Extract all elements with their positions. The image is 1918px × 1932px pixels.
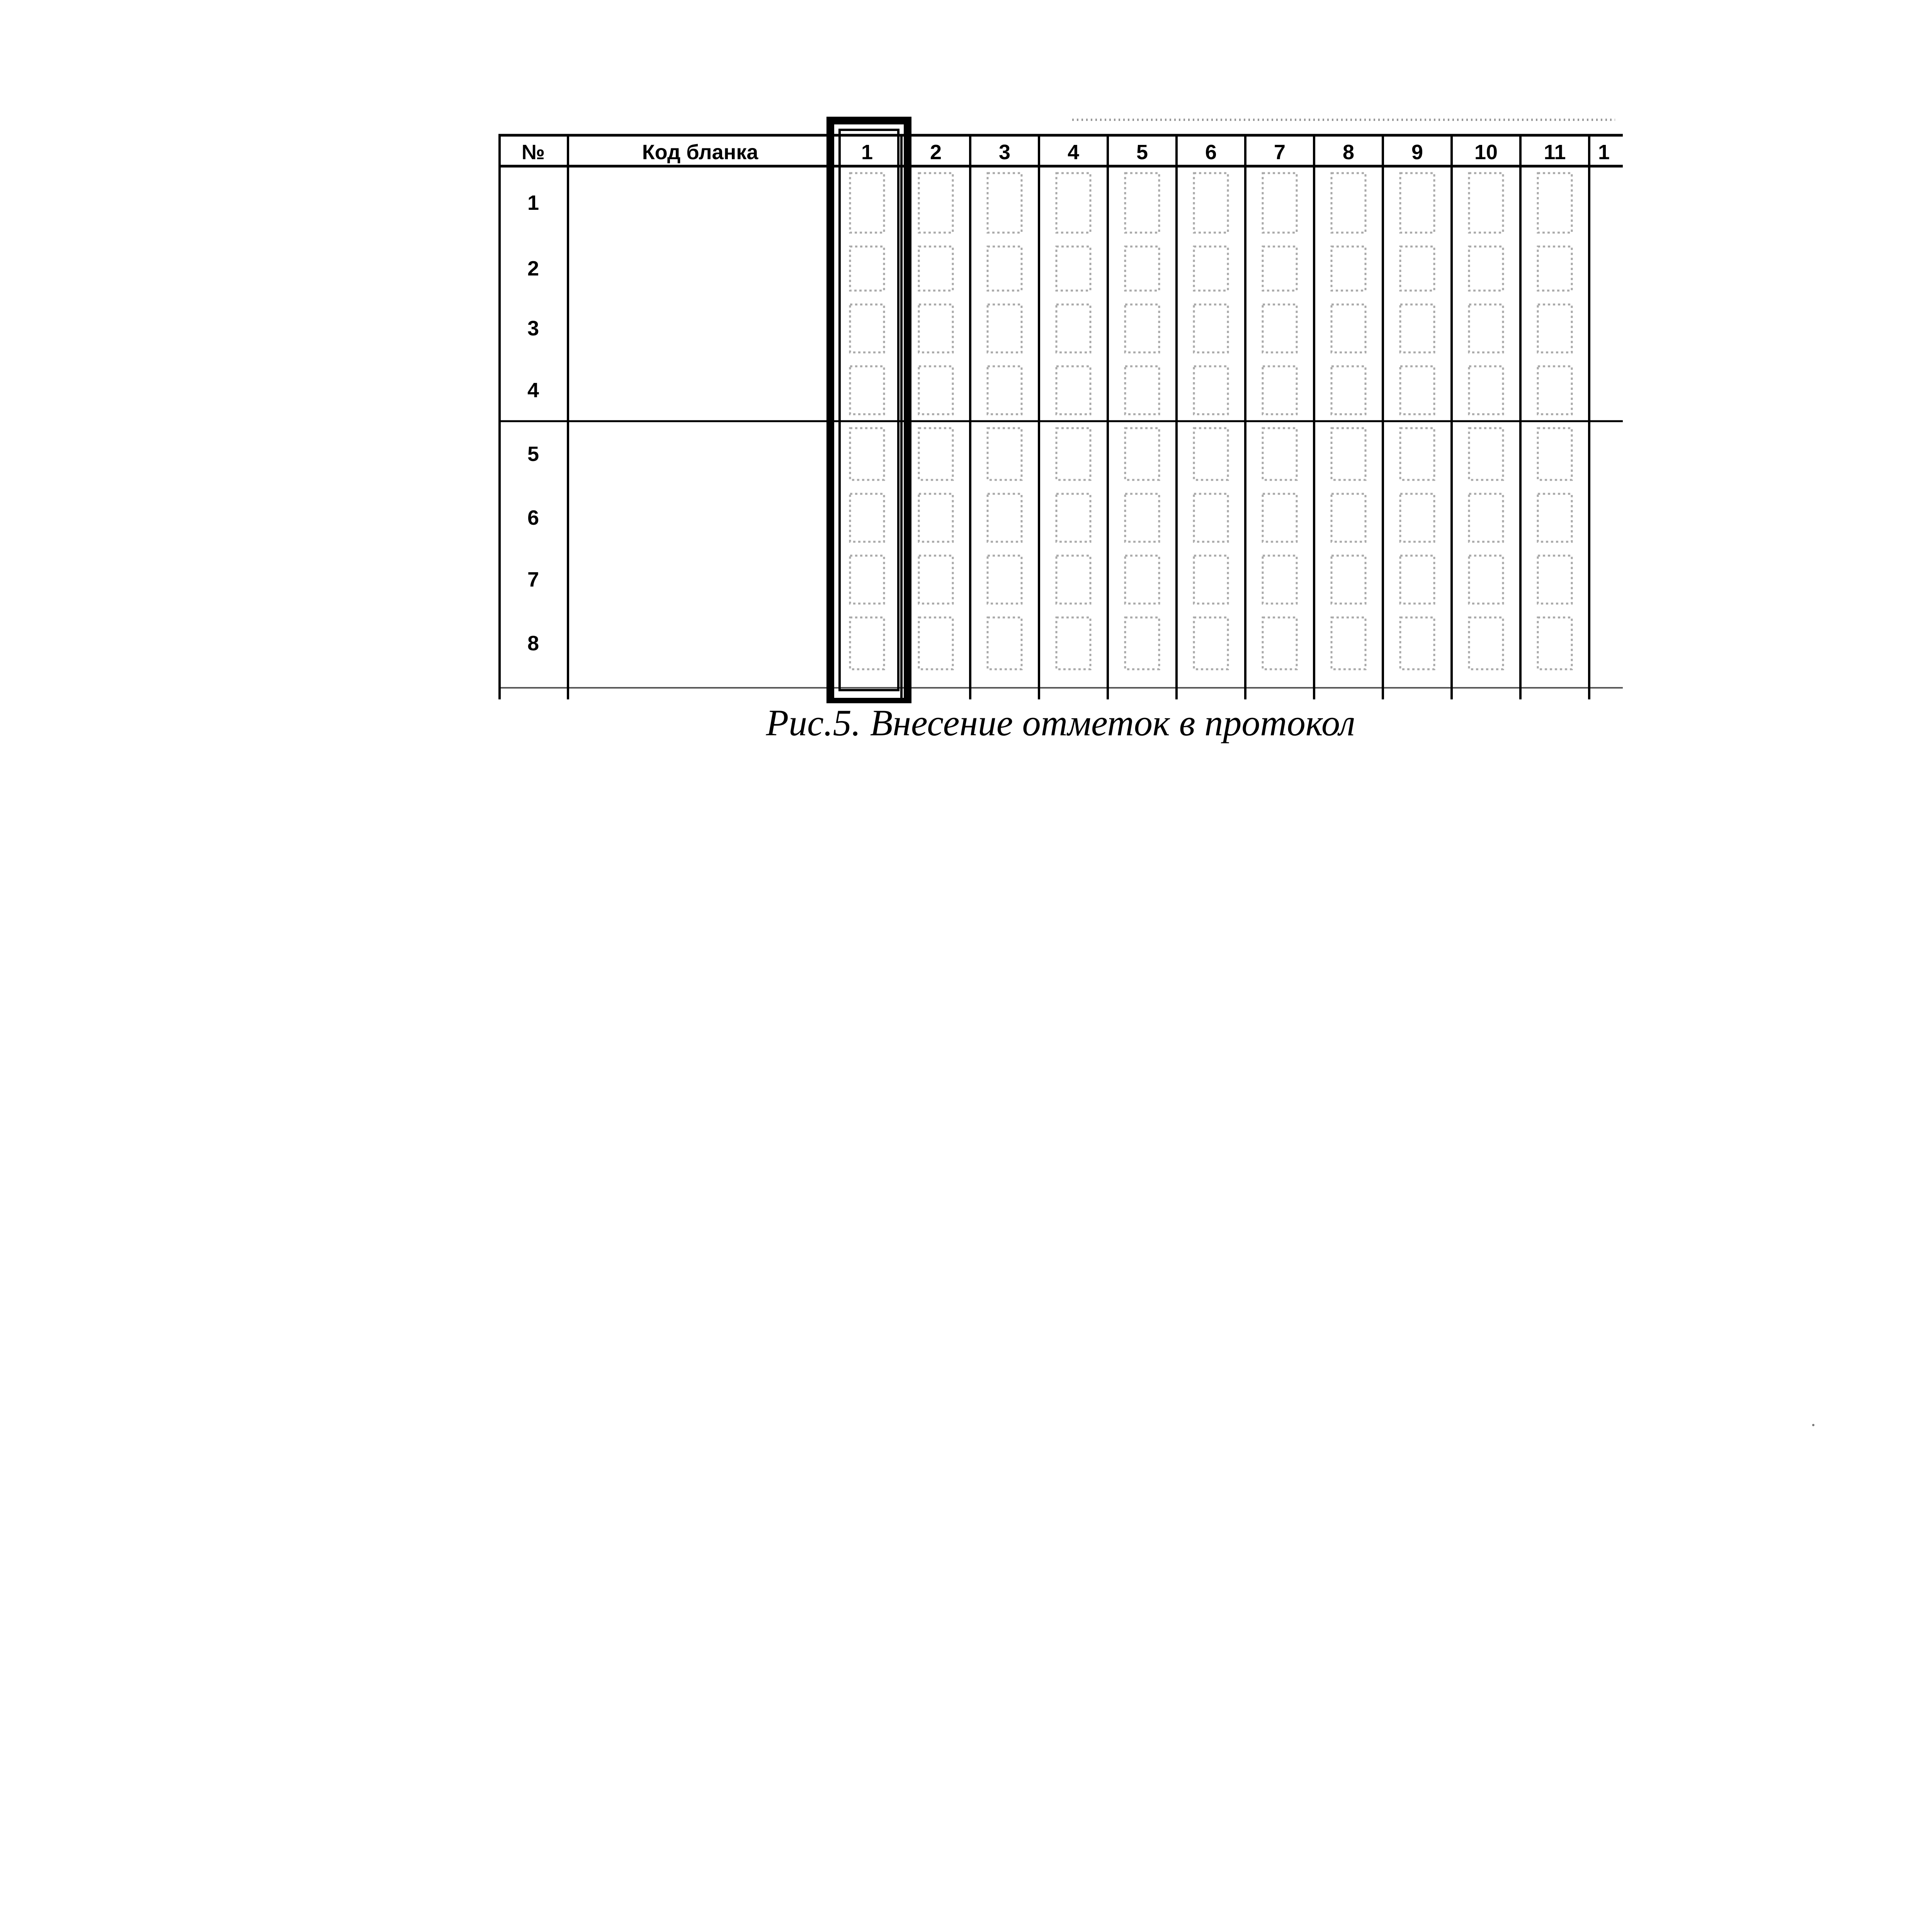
answer-box — [1263, 366, 1297, 414]
task-column-header: 9 — [1411, 141, 1423, 164]
answer-box — [1056, 366, 1090, 414]
row-number: 6 — [527, 506, 539, 529]
row-number: 4 — [527, 379, 539, 402]
answer-box — [1538, 428, 1572, 480]
answer-box — [1194, 617, 1228, 669]
protocol-table-figure — [498, 112, 1623, 703]
answer-box — [1194, 173, 1228, 233]
answer-box — [850, 494, 884, 542]
answer-box — [850, 366, 884, 414]
answer-box — [1469, 304, 1503, 352]
answer-box — [1125, 304, 1159, 352]
answer-box — [1125, 247, 1159, 291]
answer-box — [1194, 247, 1228, 291]
answer-box — [919, 428, 953, 480]
answer-box — [1400, 556, 1434, 604]
answer-box — [919, 173, 953, 233]
answer-box — [1538, 617, 1572, 669]
answer-box — [1469, 247, 1503, 291]
answer-box — [919, 494, 953, 542]
answer-box — [1263, 556, 1297, 604]
task-column-header: 11 — [1544, 141, 1566, 164]
task-column-header: 10 — [1474, 141, 1498, 164]
answer-box — [850, 428, 884, 480]
answer-box — [1056, 617, 1090, 669]
answer-box — [1194, 366, 1228, 414]
answer-box — [1125, 428, 1159, 480]
answer-box — [919, 617, 953, 669]
answer-box — [1194, 494, 1228, 542]
answer-box — [1331, 428, 1365, 480]
answer-box — [988, 366, 1022, 414]
answer-box — [1400, 617, 1434, 669]
answer-box — [850, 556, 884, 604]
task-column-header: 7 — [1274, 141, 1286, 164]
answer-box — [1469, 173, 1503, 233]
answer-box — [1056, 304, 1090, 352]
highlighted-column-frame — [830, 121, 908, 702]
row-number: 7 — [527, 568, 539, 591]
answer-box — [1263, 173, 1297, 233]
answer-box — [1469, 366, 1503, 414]
answer-box — [1056, 494, 1090, 542]
answer-box — [1331, 173, 1365, 233]
row-number: 5 — [527, 442, 539, 466]
answer-box — [1538, 366, 1572, 414]
answer-box — [1056, 247, 1090, 291]
answer-box — [850, 617, 884, 669]
answer-box — [1538, 304, 1572, 352]
answer-box — [1056, 556, 1090, 604]
answer-box — [1400, 428, 1434, 480]
answer-box — [1056, 173, 1090, 233]
answer-box — [1125, 556, 1159, 604]
answer-box — [850, 247, 884, 291]
header-form-code-label: Код бланка — [642, 141, 758, 164]
answer-box — [1331, 366, 1365, 414]
answer-box — [1125, 494, 1159, 542]
answer-box — [1125, 366, 1159, 414]
task-column-header: 5 — [1136, 141, 1148, 164]
answer-box — [1263, 304, 1297, 352]
answer-box — [988, 494, 1022, 542]
figure-caption: Рис.5. Внесение отметок в протокол — [766, 702, 1355, 743]
highlight-frame-inner — [840, 130, 898, 690]
task-column-header: 6 — [1205, 141, 1217, 164]
answer-box — [1400, 247, 1434, 291]
task-column-header: 3 — [998, 141, 1011, 164]
answer-box — [1331, 617, 1365, 669]
answer-box — [1538, 494, 1572, 542]
answer-box — [988, 556, 1022, 604]
answer-box — [1400, 173, 1434, 233]
answer-box — [919, 247, 953, 291]
answer-box — [1194, 304, 1228, 352]
task-column-header: 1 — [1598, 141, 1610, 164]
answer-box — [1331, 247, 1365, 291]
task-column-header: 1 — [861, 141, 873, 164]
task-column-header: 4 — [1067, 141, 1080, 164]
answer-box — [919, 556, 953, 604]
highlight-frame-outer — [830, 121, 908, 702]
answer-box — [1125, 617, 1159, 669]
answer-box — [919, 304, 953, 352]
answer-box — [1400, 366, 1434, 414]
answer-box — [988, 304, 1022, 352]
table-grid — [498, 120, 1623, 699]
table-text — [522, 141, 1610, 655]
answer-box — [988, 173, 1022, 233]
answer-box — [988, 617, 1022, 669]
answer-box — [850, 173, 884, 233]
answer-box — [1469, 617, 1503, 669]
answer-box — [1469, 556, 1503, 604]
task-column-header: 2 — [930, 141, 942, 164]
answer-box — [1400, 494, 1434, 542]
answer-box — [1056, 428, 1090, 480]
row-number: 3 — [527, 317, 539, 340]
answer-box — [1194, 556, 1228, 604]
task-column-header: 8 — [1342, 141, 1355, 164]
answer-box — [1125, 173, 1159, 233]
answer-box — [1263, 428, 1297, 480]
row-number: 1 — [527, 191, 539, 214]
answer-box — [919, 366, 953, 414]
answer-box — [1263, 617, 1297, 669]
answer-box — [1263, 247, 1297, 291]
header-number-label: № — [521, 141, 545, 164]
answer-box — [1538, 556, 1572, 604]
protocol-table — [498, 112, 1623, 703]
answer-box — [1263, 494, 1297, 542]
answer-box — [988, 428, 1022, 480]
answer-box — [1194, 428, 1228, 480]
answer-box — [1331, 494, 1365, 542]
row-number: 8 — [527, 632, 539, 655]
answer-box — [1538, 173, 1572, 233]
answer-box — [1469, 494, 1503, 542]
answer-box — [1538, 247, 1572, 291]
answer-box — [1400, 304, 1434, 352]
row-number: 2 — [527, 257, 539, 280]
answer-box — [1331, 304, 1365, 352]
scan-speck — [1812, 1424, 1814, 1426]
answer-box — [1469, 428, 1503, 480]
answer-box — [988, 247, 1022, 291]
answer-box — [1331, 556, 1365, 604]
answer-box — [850, 304, 884, 352]
